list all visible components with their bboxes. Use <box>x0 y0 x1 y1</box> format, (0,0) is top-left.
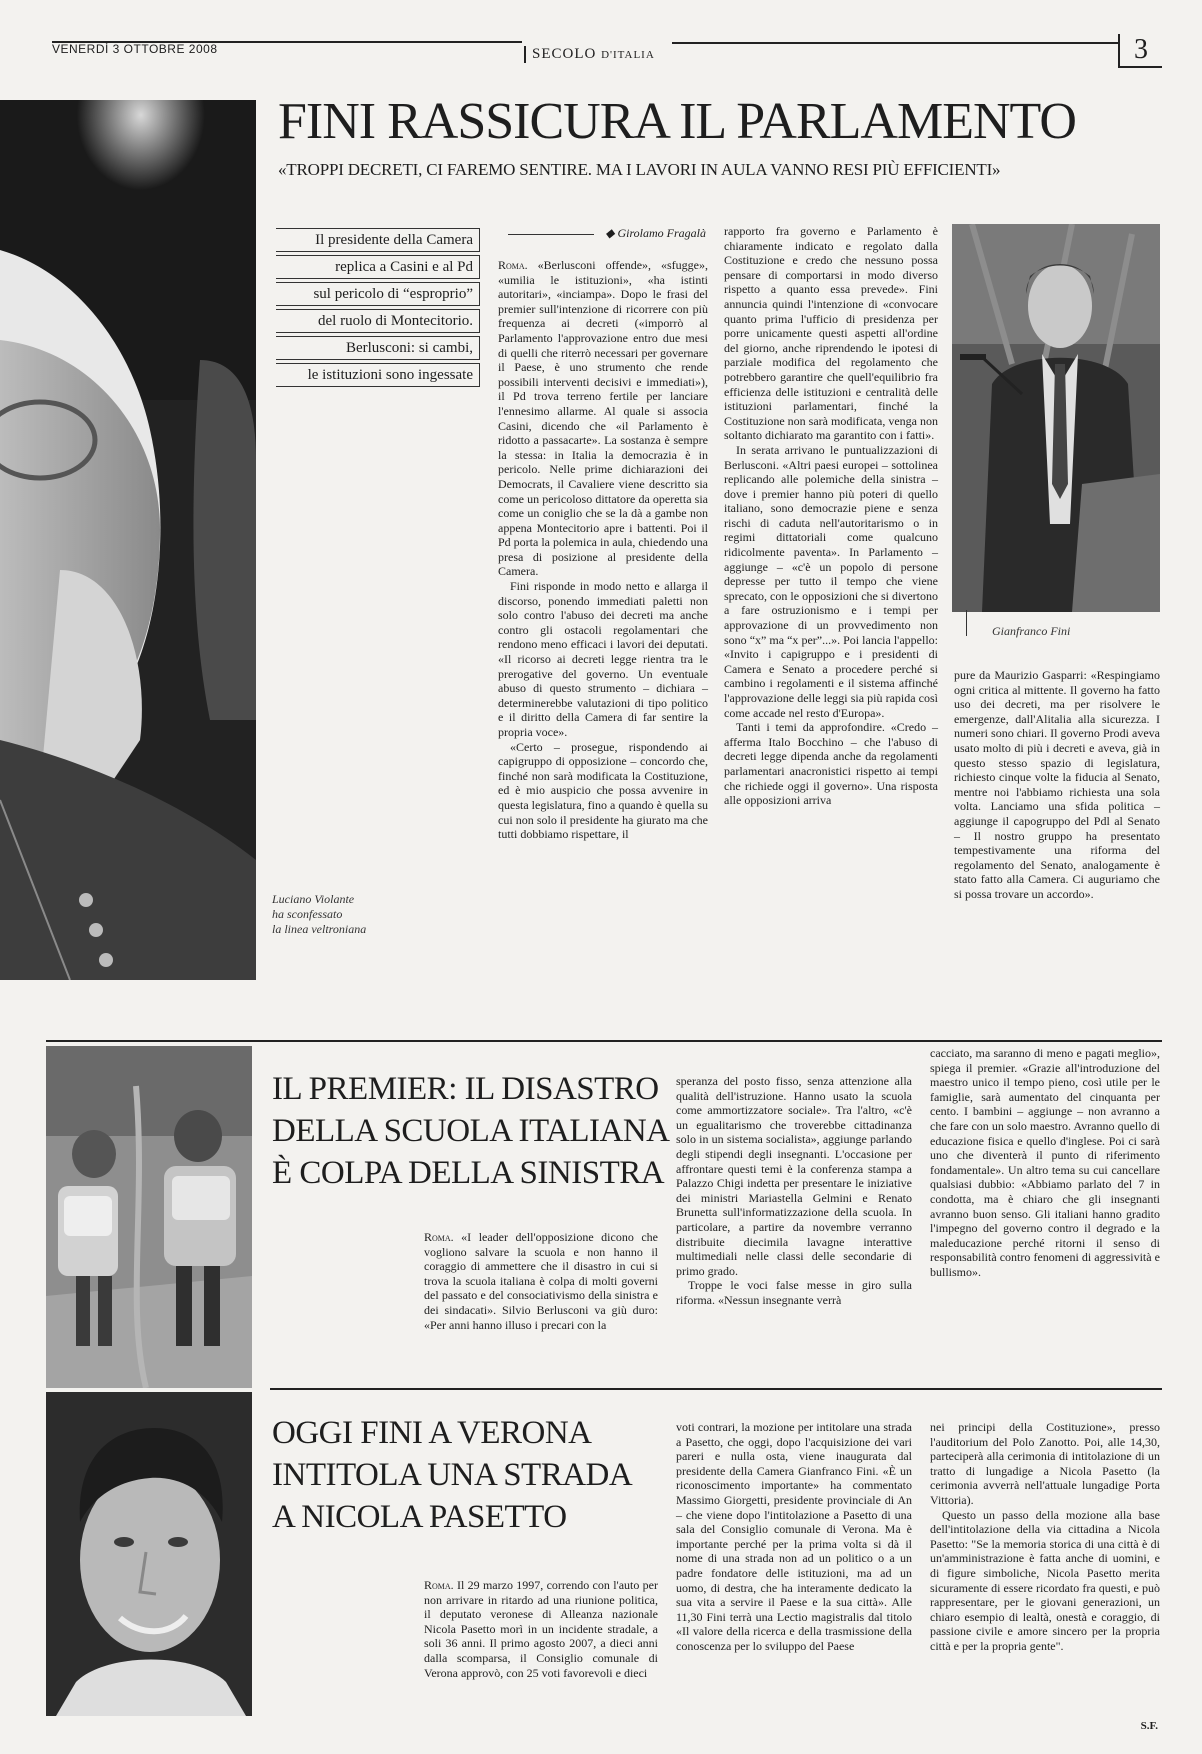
paragraph-text: Il 29 marzo 1997, correndo con l'auto per non arrivare in ritardo ad una riunione politica, il deputato veronese di Alleanza nazionale Nicola Pasetto morì in un incidente stradale, a soli 36 anni. Il primo agosto 2007, a dieci anni dalla scomparsa, il Consiglio comunale di Verona approvò, con 25 voti favorevoli e dieci <box>424 1578 658 1680</box>
paragraph <box>424 1578 658 1680</box>
paragraph: cacciato, ma saranno di meno e pagati meglio», spiega il premier. «Grazie all'introduzione del maestro unico il tempo pieno, così utile per le famiglie, sarà aumentato del cinquanta per cento. I bambini – aggiunge – non avranno a che fare con un solo maestro. Avranno quello di educazione fisica e quello d'inglese. Poi ci sarà uno che diventerà il punto di riferimento fondamentale». Un altro tema su cui cancellare qualsiasi dubbio: «Abbiamo parlato del 7 in condotta, ma è chiaro che gli insegnanti avranno buon senso. Gli italiani hanno gradito l'impegno del governo contro il degrado e la maleducazione perché ritorni il senso di responsabilità contro fenomeni di aggressività e bullismo». <box>930 1046 1160 1279</box>
paragraph-text: «Berlusconi offende», «sfugge», «umilia le istituzioni», «ha istinti autoritari», «inciampa». Dopo le frasi del premier sull'intenzione di ricorrere con più frequenza ai decreti («imporrò al Parlamento l'approvazione entro due mesi di quelli che riterrò necessari per governare il Paese, è uno strumento che rende possibili interventi decisivi e immediati»), il Pd trova terreno fertile per lanciare l'ennesimo allarme. Al quale si associa Casini, dicendo che «il Parlamento è ridotto a passacarte». La sostanza è sempre la stessa: in Italia la democrazia è in pericolo. Nelle prime dichiarazioni dei Democrats, il Cavaliere viene descritto sia come un pericoloso dittatore da operetta sia come un coniglio che se la dà a gambe non appena Montecitorio apre i battenti. Poi il Pd porta la polemica in aula, chiedendo una presa di posizione al presidente della Camera. <box>498 258 708 579</box>
paragraph <box>498 258 708 579</box>
byline: ◆ Girolamo Fragalà <box>498 226 706 241</box>
school-column-1 <box>424 1230 658 1332</box>
paragraph <box>424 1230 658 1332</box>
lead-summary-box <box>276 228 480 390</box>
caption-line: Luciano Violante <box>272 892 355 906</box>
photo-schoolchildren <box>46 1046 252 1388</box>
summary-line: sul pericolo di “esproprio” <box>276 282 480 306</box>
paragraph: «Certo – prosegue, rispondendo ai capigruppo di opposizione – concordo che, finché non sarà modificata la Costituzione, ed è mio auspicio che possa avvenire in questa legislatura, fino a quando è quella su cui non solo il presidente ha giurato ma che tutti dobbiamo rispettare, il <box>498 739 708 842</box>
caption-line: la linea veltroniana <box>272 922 367 936</box>
section-divider <box>270 1388 1162 1390</box>
dateline: Roma. <box>424 1230 454 1244</box>
section-divider <box>46 1040 1162 1042</box>
paragraph: Fini risponde in modo netto e allarga il discorso, ponendo immediati paletti non solo contro l'abuso dei decreti ma anche contro gli ostacoli regolamentari che rendono meno efficaci i lavori dei deputati. «Il ricorso ai decreti legge rientra tra le prerogative del governo. Un eventuale abuso di questo strumento – dichiara – determinerebbe valutazioni di tipo politico e il diritto della Camera di far sentire la propria voce». <box>498 579 708 739</box>
photo-fini <box>952 224 1160 612</box>
photo-schoolchildren-image <box>46 1046 252 1388</box>
summary-line: del ruolo di Montecitorio. <box>276 309 480 333</box>
summary-line: Il presidente della Camera <box>276 228 480 252</box>
verona-column-2 <box>676 1420 912 1654</box>
paragraph: nei principi della Costituzione», presso l'auditorium del Polo Zanotto. Poi, alle 14,30, parteciperà alla cerimonia di intitolazione di un tratto di lungadige a Nicola Pasetto (la cerimonia avverrà nell'attuale lungadige Porta Vittoria). <box>930 1420 1160 1507</box>
headline-line: INTITOLA UNA STRADA <box>272 1457 633 1493</box>
lead-column-3 <box>954 668 1160 902</box>
photo-violante-image <box>0 100 256 980</box>
paragraph: speranza del posto fisso, senza attenzione alla qualità dell'istruzione. Hanno usato la scuola come ammortizzatore sociale». Tra l'altro, «c'è un egualitarismo che troverebbe cittadinanza solo in un sistema socialista», aggiunge parlando degli stipendi degli insegnanti. L'occasione per affrontare questi temi è la conferenza stampa a Palazzo Chigi indetta per presentare le iniziative dei ministri Mariastella Gelmini e Renato Brunetta sull'informatizzazione della scuola. In particolare, a partire da novembre verranno distribuite diecimila lavagne interattive multimediali nelle classi delle secondarie di primo grado. <box>676 1074 912 1278</box>
page-number: 3 <box>1118 34 1162 68</box>
lead-deck: «TROPPI DECRETI, CI FAREMO SENTIRE. MA I LAVORI IN AULA VANNO RESI PIÙ EFFICIENTI» <box>278 160 1001 179</box>
dateline: Roma. <box>498 258 528 272</box>
issue-date: VENERDÌ 3 OTTOBRE 2008 <box>52 42 218 56</box>
newspaper-title <box>524 46 655 63</box>
school-column-3 <box>930 1046 1160 1280</box>
photo-fini-caption-rule <box>966 610 967 636</box>
byline-author: Girolamo Fragalà <box>617 226 706 240</box>
lead-headline: FINI RASSICURA IL PARLAMENTO <box>278 93 1076 150</box>
photo-pasetto <box>46 1392 252 1716</box>
paragraph: Questo un passo della mozione alla base dell'intitolazione della via cittadina a Nicola Pasetto: "Se la memoria storica di una città è di un'amministrazione è fatta anche di uomini, e di figure simboliche, Nicola Pasetto merita sicuramente di essere ricordato fra questi, e può rappresentare, per le giovani generazioni, un chiaro esempio di lealtà, onestà e coraggio, di passione civile e amore sincero per la propria città e per la propria gente". <box>930 1507 1160 1653</box>
newspaper-name-suffix: D'ITALIA <box>601 49 655 61</box>
headline-line: DELLA SCUOLA ITALIANA <box>272 1113 670 1149</box>
headline-line: IL PREMIER: IL DISASTRO <box>272 1071 659 1107</box>
school-headline <box>272 1068 672 1194</box>
summary-line: Berlusconi: si cambi, <box>276 336 480 360</box>
summary-line: le istituzioni sono ingessate <box>276 363 480 387</box>
verona-column-3 <box>930 1420 1160 1654</box>
headline-line: A NICOLA PASETTO <box>272 1499 567 1535</box>
dateline: Roma. <box>424 1578 454 1592</box>
masthead <box>52 34 1162 70</box>
lead-column-2 <box>724 224 938 808</box>
paragraph: rapporto fra governo e Parlamento è chiaramente indicato e regolato dalla Costituzione e credo che nessuno possa pensare di comportarsi in modo diverso rispetto a quanto essa prevede». Fini annuncia quindi l'intenzione di «convocare quanto prima l'ufficio di presidenza per porre unicamente questi aspetti all'ordine del giorno, anche riprendendo le ipotesi di parziale modifica del regolamento che potrebbero garantire che quell'equilibrio fra efficienza delle istituzioni e centralità delle istituzioni parlamentari, finché la Costituzione non sarà modificata, venga non soltanto dichiarato ma garantito con i fatti». <box>724 224 938 443</box>
headline-line: È COLPA DELLA SINISTRA <box>272 1155 665 1191</box>
paragraph: Troppe le voci false messe in giro sulla riforma. «Nessun insegnante verrà <box>676 1278 912 1307</box>
verona-headline <box>272 1412 672 1538</box>
paragraph: voti contrari, la mozione per intitolare una strada a Pasetto, che oggi, dopo l'acquisizione dei vari pareri e nulla osta, viene inaugurata dal presidente della Camera Gianfranco Fini. «È un riconoscimento importante» ha commentato Massimo Giorgetti, presidente provinciale di An – che viene dopo l'intitolazione a Pasetto di una sala del Consiglio comunale di Verona. Ma è importante perché per la prima volta si dà il nome di una strada non ad un politico o a un padre fondatore delle istituzioni, ma ad un uomo, di destra, che ha interamente dedicato la sua vita a servire il Paese e la sua città». Alle 11,30 Fini terrà una Lectio magistralis dal titolo «Il valore della ricerca e della trasmissione della conoscenza per lo sviluppo del Paese <box>676 1420 912 1653</box>
masthead-rule-right <box>672 42 1118 44</box>
school-column-2 <box>676 1074 912 1308</box>
paragraph: pure da Maurizio Gasparri: «Respingiamo ogni critica al mittente. Il governo ha fatto uso dei decreti, ma per risolvere le emergenze, dall'Alitalia alla sicurezza. I numeri sono chiari. Il governo Prodi aveva usato molto di più i decreti e aveva, già in questo stesso spazio di legislatura, richiesto cinque volte la fiducia al Senato, mentre noi l'abbiamo richiesta una sola volta. Lanciamo una sfida politica – aggiunge il capogruppo del Pdl al Senato – Il nostro gruppo ha presentato tempestivamente una riforma del regolamento del Senato, analogamente è stato fatto alla Camera. Ci auguriamo che si possa trovare un accordo». <box>954 668 1160 901</box>
photo-pasetto-image <box>46 1392 252 1716</box>
paragraph-text: «I leader dell'opposizione dicono che vogliono salvare la scuola e non hanno il coraggio di ammettere che il disastro in cui si trova la scuola italiana è colpa di molti governi del passato e del consociativismo della sinistra e dei sindacati». Silvio Berlusconi va giù duro: «Per anni hanno illuso i precari con la <box>424 1230 658 1332</box>
photo-fini-caption: Gianfranco Fini <box>992 624 1071 638</box>
lead-column-1 <box>498 258 708 842</box>
headline-line: OGGI FINI A VERONA <box>272 1415 592 1451</box>
paragraph: In serata arrivano le puntualizzazioni di Berlusconi. «Altri paesi europei – sottolinea replicando alle polemiche della sinistra – dove i premier hanno più poteri di quello italiano, sono democrazie piene e senza rischi di caduta nell'autoritarismo o in regimi dittatoriali come qualcuno ridicolmente paventa». In Parlamento – aggiunge – «c'è un popolo di persone depresse per tutto il tempo che viene sprecato, con le opposizioni che si divertono a fare ostruzionismo e i tempi per approvazione di un provvedimento non sono “x” ma “x per”...». Poi lancia l'appello: «Invito i capigruppo e i presidenti di Camera e Senato a procedere perché si cambino i regolamenti e il sistema affinché l'approvazione delle leggi sia più rapida così come accade nel resto d'Europa». <box>724 442 938 720</box>
photo-violante-caption <box>272 892 366 937</box>
paragraph: Tanti i temi da approfondire. «Credo – afferma Italo Bocchino – che l'abuso di decreti legge dipenda anche da regolamenti parlamentari anacronistici rispetto ai tempi che richiede oggi il governo». Una risposta alle opposizioni arriva <box>724 720 938 808</box>
photo-fini-image <box>952 224 1160 612</box>
article-signature: S.F. <box>1140 1720 1158 1732</box>
summary-line: replica a Casini e al Pd <box>276 255 480 279</box>
newspaper-name: SECOLO <box>532 46 597 62</box>
photo-violante <box>0 100 256 980</box>
caption-line: ha sconfessato <box>272 907 343 921</box>
verona-column-1 <box>424 1578 658 1680</box>
